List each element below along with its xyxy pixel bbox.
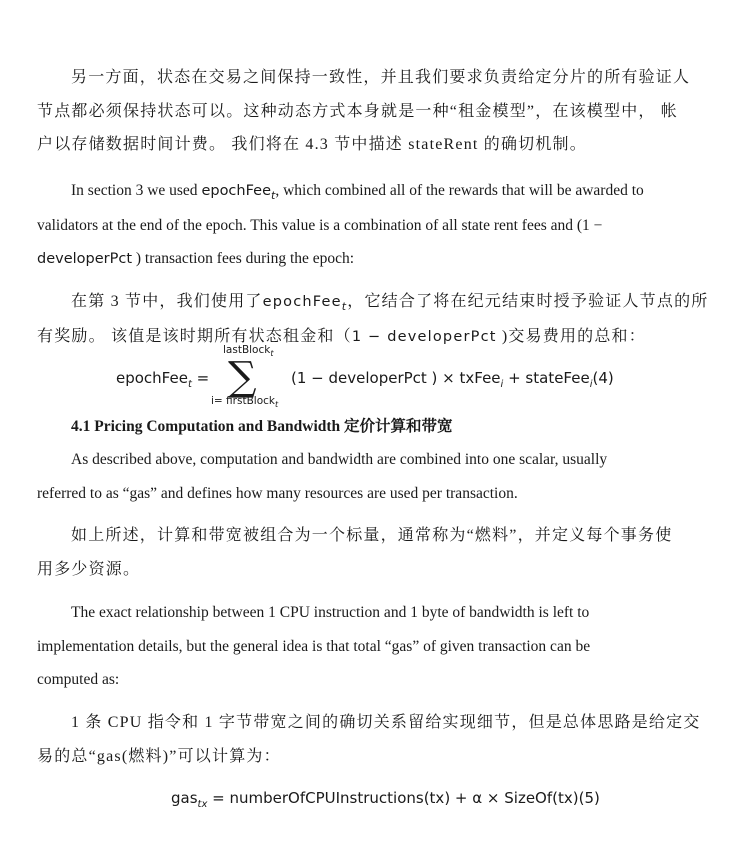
equation-number: (4) [592,369,614,387]
math-subscript: t [187,379,192,390]
text-line: 节点都必须保持状态可以。这种动态方式本身就是一种“租金模型”，在该模型中， 帐 [37,102,679,120]
text-line: implementation details, but the general idea is that total “gas” of given transaction can be [37,637,591,655]
math-text: = numberOfCPUInstructions(tx) + α × SizeOf(tx)(5) [207,789,600,807]
text-line [37,285,709,320]
text-span: )交易费用的总和： [496,327,646,345]
paragraph-relationship-zh [37,706,701,773]
paragraph-gas-en [37,443,692,510]
text-span: ，它结合了将在纪元结束时授予验证人节点的所 [347,293,709,310]
math-subscript: t [271,189,276,202]
math-text: gas [171,789,198,807]
paragraph-gas-zh [37,519,692,586]
text-line: validators at the end of the epoch. This value is a combination of all state rent fees and (1 − [37,216,603,234]
math-subscript: tx [197,799,208,810]
math-equals: = [196,369,210,387]
math-subscript: t [274,400,279,410]
text-line: 户以存储数据时间计费。 我们将在 4.3 节中描述 stateRent 的确切机制。 [37,136,587,153]
text-span: , which combined all of the rewards that will be awarded to [275,182,644,199]
equation-lhs [116,369,209,390]
math-text: + stateFee [503,369,590,387]
paragraph-relationship-en [37,596,692,697]
text-line: referred to as “gas” and defines how many resources are used per transaction. [37,484,518,502]
text-span: ) transaction fees during the epoch: [132,250,355,267]
text-line: As described above, computation and bandwidth are combined into one scalar, usually [71,451,608,468]
text-line: 易的总“gas(燃料)”可以计算为： [37,747,281,765]
text-line: The exact relationship between 1 CPU instruction and 1 byte of bandwidth is left to [71,604,590,621]
math-text: (1 − developerPct ) × txFee [291,369,501,387]
equation-5 [171,789,600,810]
paragraph-state-consistency-zh [37,61,692,162]
math-subscript: t [270,349,274,359]
text-line: 用多少资源。 [37,560,141,578]
text-line [37,174,692,209]
math-epochfee [201,183,276,202]
math-text: epochFee [201,183,271,199]
text-line: computed as: [37,671,120,688]
section-heading: 4.1 Pricing Computation and Bandwidth 定价计算和带宽 [71,418,453,435]
paragraph-epochfee-zh [37,285,709,354]
text-line [37,242,692,277]
math-developerpct: 1 − developerPct [351,328,497,345]
math-subscript: i [589,379,593,390]
math-subscript: t [341,300,348,313]
paragraph-epochfee-en [37,174,692,277]
text-line [37,320,692,355]
text-span: In section 3 we used [71,182,202,199]
math-epochfee [262,294,348,313]
text-span: 有奖励。 该值是该时期所有状态租金和（ [37,327,352,345]
text-line: 另一方面，状态在交易之间保持一致性，并且我们要求负责给定分片的所有验证人 [71,69,691,86]
text-line: 1 条 CPU 指令和 1 字节带宽之间的确切关系留给实现细节，但是总体思路是给定交 [71,714,701,731]
math-text: epochFee [262,294,342,310]
math-subscript: i [500,379,504,390]
text-span: 在第 3 节中，我们使用了 [71,293,263,310]
text-line: 如上所述，计算和带宽被组合为一个标量，通常称为“燃料”，并定义每个事务使 [71,527,673,544]
summation-symbol: ∑ [228,354,257,400]
sum-lower-limit [211,395,278,409]
equation-rhs [291,369,614,390]
math-text: i= firstBlock [211,395,275,407]
math-text: lastBlock [223,344,271,356]
math-developerpct: developerPct [37,251,133,267]
math-text: epochFee [116,369,188,387]
